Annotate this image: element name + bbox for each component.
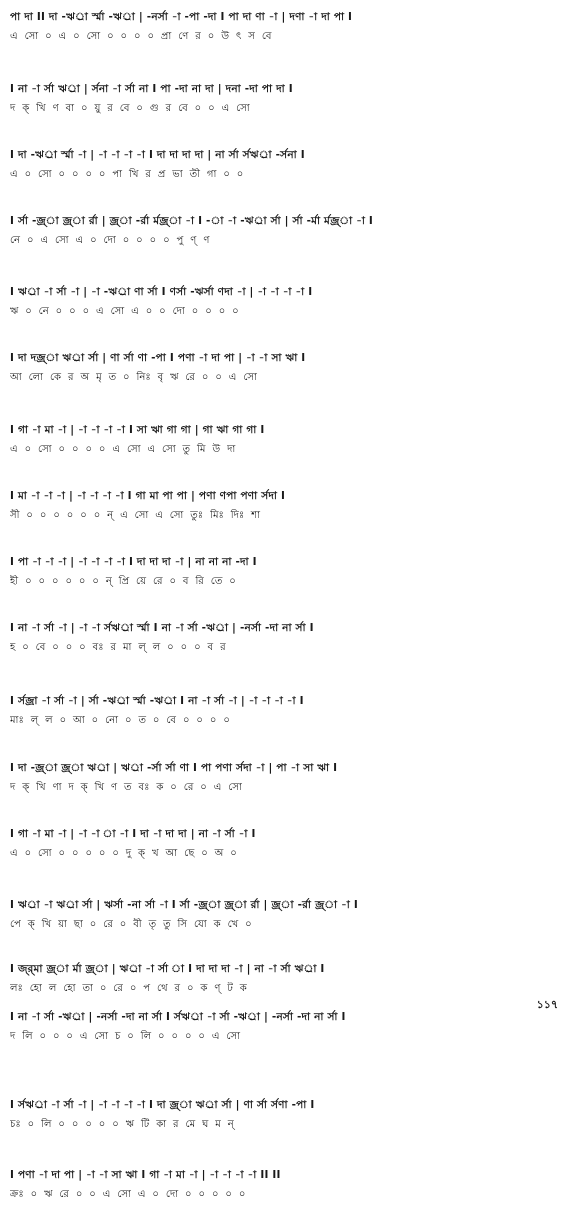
notation-line: [10, 621, 570, 655]
notation-line: [10, 285, 570, 319]
lyric-text: হ ০ বে ০ ০ ০ বঃ র মা ল্‌ ল ০ ০ ০ ব র: [10, 642, 226, 653]
lyric-text: আ লো কে র অ মৃ ত ০ নিঃ বৃ ঋ রে ০ ০ এ সো: [10, 372, 258, 383]
lyric-text: দ ক্‌ খি ণ বা ০ য়ু র বে ০ গু র বে ০ ০ এ সো: [10, 103, 250, 114]
lyric-text: নে ০ এ সো এ ০ দো ০ ০ ০ ০ পু ণ্‌ ণ: [10, 235, 210, 246]
sargam-notation: I না -া র্সা ঋর্া | র্সনা -া র্সা না I পা -দা না দা | দনা -দা পা দা I: [10, 83, 293, 95]
notation-line: [10, 489, 570, 523]
sargam-notation: I ঋর্া -া র্সা -া | -া -ঋর্া ণা র্সা I ণর্সা -ঋর্সা ণদা -া | -া -া -া -া I: [10, 286, 313, 298]
notation-line: [10, 10, 570, 44]
notation-line: [10, 82, 570, 116]
notation-line: [10, 1098, 570, 1132]
sargam-notation: I গা -া মা -া | -া -া -া -া I সা ঋা গা গা | গা ঋা গা গা I: [10, 424, 265, 436]
notation-line: [10, 761, 570, 795]
notation-line: [10, 214, 570, 248]
notation-line: [10, 423, 570, 457]
sargam-notation: I র্সা -জ্র্া জ্র্া র্রা | জ্র্া -র্রা র্মজ্র্া -া I -া -া -ঋর্া র্সা | র্সা -র্মা র্মজ্র্া -া I: [10, 215, 374, 227]
notation-line: [10, 555, 570, 589]
lyric-text: দ লি ০ ০ ০ এ সো চ ০ লি ০ ০ ০ ০ এ সো: [10, 1031, 241, 1042]
lyric-text: এ ০ সো ০ ০ ০ ০ এ সো এ সো তু মি উ দা: [10, 444, 236, 455]
sargam-notation: I পণা -া দা পা | -া -া সা ঋা I গা -া মা -া | -া -া -া -া II II: [10, 1169, 281, 1181]
notation-line: [10, 1168, 570, 1202]
lyric-text: লঃ হো ল হো তা ০ রে ০ প থে র ০ ক ণ্‌ ট ক: [10, 983, 248, 994]
notation-line: [10, 827, 570, 861]
lyric-text: এ সো ০ এ ০ সো ০ ০ ০ ০ প্রা ণে র ০ উ ৎ স বে: [10, 31, 272, 42]
sargam-notation: I দা -জ্র্া জ্র্া ঋর্া | ঋর্া -র্সা র্সা ণা I পা পণা র্সদা -া | পা -া সা ঋা I: [10, 762, 338, 774]
lyric-text: ঋ ০ নে ০ ০ ০ এ সো এ ০ ০ দো ০ ০ ০ ০: [10, 306, 239, 317]
lyric-text: সী ০ ০ ০ ০ ০ ০ ন্‌ এ সো এ সো তুঃ মিঃ দিঃ শা: [10, 510, 261, 521]
notation-line: [10, 351, 570, 385]
sargam-notation: I র্সজ্রা -া র্সা -া | র্সা -ঋর্া র্স্মা -ঋর্া I না -া র্সা -া | -া -া -া -া I: [10, 695, 304, 707]
sargam-notation: I দা -ঋর্া র্স্মা -া | -া -া -া -া I দা দা দা দা | না র্সা র্সঋর্া -র্সনা I: [10, 149, 305, 161]
notation-line: [10, 148, 570, 182]
notation-line: [10, 694, 570, 728]
sargam-notation: I পা -া -া -া | -া -া -া -া I দা দা দা -া | না না না -দা I: [10, 556, 257, 568]
sargam-notation: I গা -া মা -া | -া -া া -া I দা -া দা দা | না -া র্সা -া I: [10, 828, 256, 840]
page-number: ১১৭: [536, 998, 558, 1011]
sargam-notation: I না -া র্সা -া | -া -া র্সঋর্া র্স্মা I না -া র্সা -ঋর্া | -নর্সা -দা না র্সা I: [10, 622, 314, 634]
sargam-notation: পা দা II দা -ঋর্া র্স্মা -ঋর্া | -নর্সা -া -পা -দা I পা দা ণা -া | দণা -া দা পা I: [10, 11, 353, 23]
sargam-notation: I না -া র্সা -ঋর্া | -নর্সা -দা না র্সা I র্সঋর্া -া র্সা -ঋর্া | -নর্সা -দা না র্সা I: [10, 1011, 346, 1023]
lyric-text: হী ০ ০ ০ ০ ০ ০ ন্‌ প্রি য়ে রে ০ ব রি তে ০: [10, 576, 236, 587]
lyric-text: মাঃ ল্‌ ল ০ আ ০ নো ০ ত ০ বে ০ ০ ০ ০: [10, 715, 231, 726]
lyric-text: এ ০ সো ০ ০ ০ ০ পা খি র প্র ভা তী গা ০ ০: [10, 169, 244, 180]
sargam-notation: I র্সঋর্া -া র্সা -া | -া -া -া -া I দা জ্র্া ঋর্া র্সা | ণা র্সা র্সণা -পা I: [10, 1099, 315, 1111]
sargam-notation: I ঋর্া -া ঋর্া র্সা | ঋর্সা -না র্সা -া I র্সা -জ্র্া জ্র্া র্রা | জ্র্া -র্রা জ্র্া -া I: [10, 899, 358, 911]
lyric-text: ক্রঃ ০ ঋ রে ০ ০ এ সো এ ০ দো ০ ০ ০ ০ ০: [10, 1189, 246, 1200]
lyric-text: চঃ ০ লি ০ ০ ০ ০ ০ ঋ টি কা র মে ঘ ম ন্‌: [10, 1119, 234, 1130]
lyric-text: এ ০ সো ০ ০ ০ ০ ০ দু ক্‌ খ আ ছে ০ অ ০: [10, 848, 238, 859]
lyric-text: পে ক্‌ খি য়া ছা ০ রে ০ বী তৃ তু সি যো ক খে ০: [10, 919, 252, 930]
lyric-text: দ ক্‌ খি ণা দ ক্‌ খি ণ ত বঃ ক ০ রে ০ এ সো: [10, 782, 243, 793]
sargam-notation: I মা -া -া -া | -া -া -া -া I গা মা পা পা | পণা ণপা পণা র্সদা I: [10, 490, 286, 502]
notation-line: [10, 1010, 570, 1044]
sargam-notation: I দা দজ্র্া ঋর্া র্সা | ণা র্সা ণা -পা I পণা -া দা পা | -া -া সা ঋা I: [10, 352, 306, 364]
notation-line: [10, 962, 570, 996]
notation-line: [10, 898, 570, 932]
sargam-notation: I জ্র্মা জ্র্া র্মা জ্র্া | ঋর্া -া র্সা া I দা দা দা -া | না -া র্সা ঋর্া I: [10, 963, 325, 975]
